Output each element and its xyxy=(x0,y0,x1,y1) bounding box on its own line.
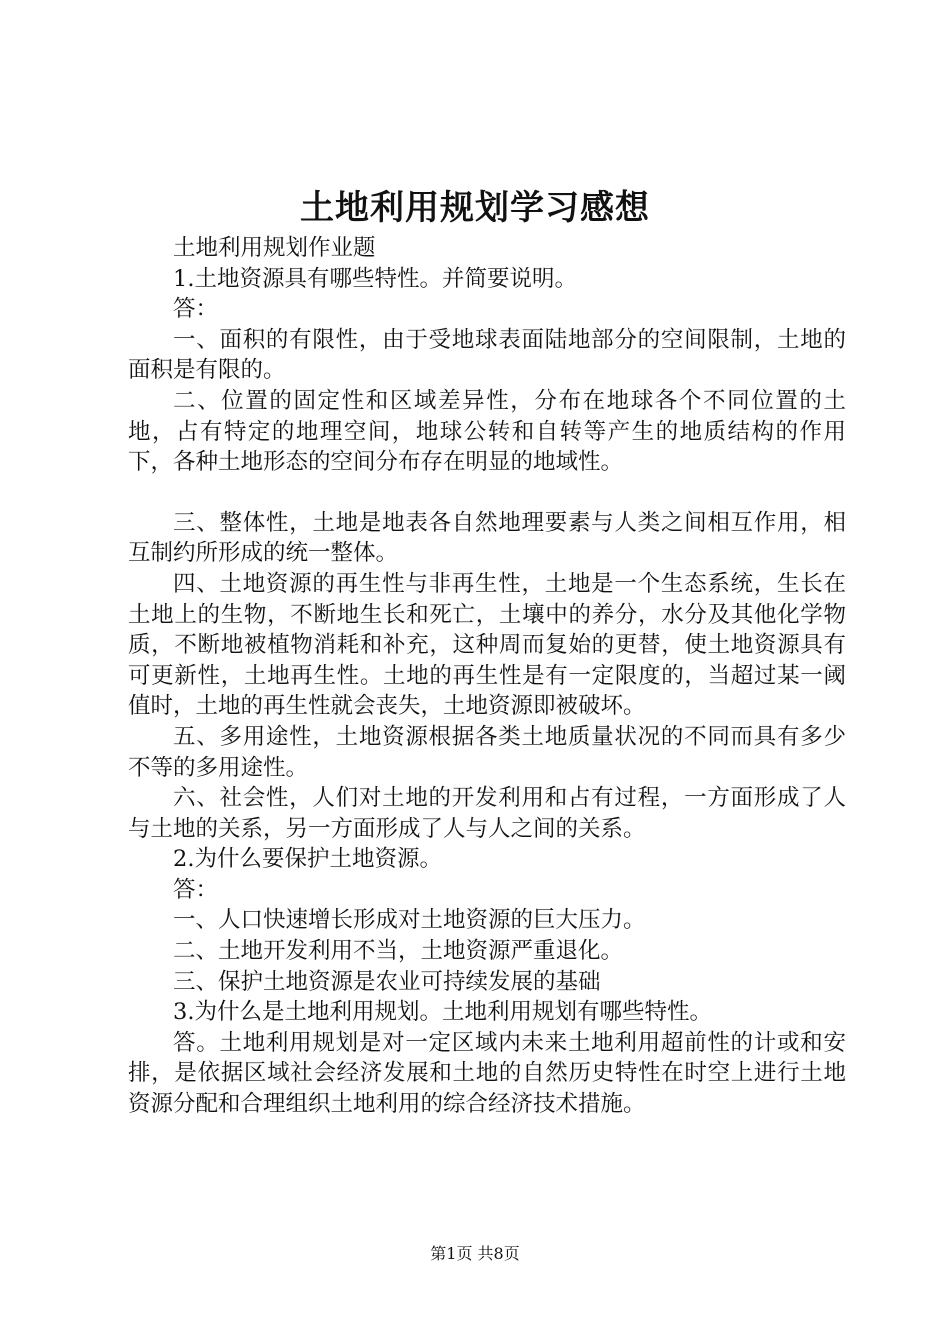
answer-2-item-3: 三、保护土地资源是农业可持续发展的基础 xyxy=(173,968,601,995)
answer-2-item-1: 一、人口快速增长形成对土地资源的巨大压力。 xyxy=(173,907,646,934)
answer-label-1: 答： xyxy=(173,296,219,323)
answer-1-item-3: 三、整体性，土地是地表各自然地理要素与人类之间相互作用，相互制约所形成的统一整体。 xyxy=(128,509,846,567)
answer-2-item-2: 二、土地开发利用不当，土地资源严重退化。 xyxy=(173,938,624,965)
question-2: 2.为什么要保护土地资源。 xyxy=(173,846,442,873)
answer-1-item-5: 五、多用途性，土地资源根据各类土地质量状况的不同而具有多少不等的多用途性。 xyxy=(128,723,846,781)
answer-1-item-6: 六、社会性，人们对土地的开发利用和占有过程，一方面形成了人与土地的关系，另一方面形成了人与人之间的关系。 xyxy=(128,785,846,842)
question-1: 1.土地资源具有哪些特性。并简要说明。 xyxy=(173,265,577,292)
answer-1-item-1: 一、面积的有限性，由于受地球表面陆地部分的空间限制，土地的面积是有限的。 xyxy=(128,326,846,384)
paragraph-heading: 土地利用规划作业题 xyxy=(173,235,376,261)
answer-1-item-2: 二、位置的固定性和区域差异性，分布在地球各个不同位置的土地，占有特定的地理空间，地球公转和自转等产生的地质结构的作用下，各种土地形态的空间分布存在明显的地域性。 xyxy=(128,387,846,476)
answer-3: 答。土地利用规划是对一定区域内未来土地利用超前性的计或和安排，是依据区域社会经济发展和土地的自然历史特性在时空上进行土地资源分配和合理组织土地利用的综合经济技术措施。 xyxy=(128,1029,846,1118)
answer-1-item-4: 四、土地资源的再生性与非再生性，土地是一个生态系统，生长在土地上的生物，不断地生长和死亡，土壤中的养分，水分及其他化学物质，不断地被植物消耗和补充，这种周而复始的更替，使土地资源具有可更新性，土地再生性。土地的再生性是有一定限度的，当超过某一阈值时，土地的再生性就会丧失，土地资源即被破坏。 xyxy=(128,570,846,720)
document-body xyxy=(128,233,846,1120)
document-title: 土地利用规划学习感想 xyxy=(300,188,650,228)
question-3: 3.为什么是土地利用规划。土地利用规划有哪些特性。 xyxy=(173,999,712,1026)
answer-label-2: 答： xyxy=(173,876,219,903)
page-footer: 第1页 共8页 xyxy=(430,1244,520,1263)
